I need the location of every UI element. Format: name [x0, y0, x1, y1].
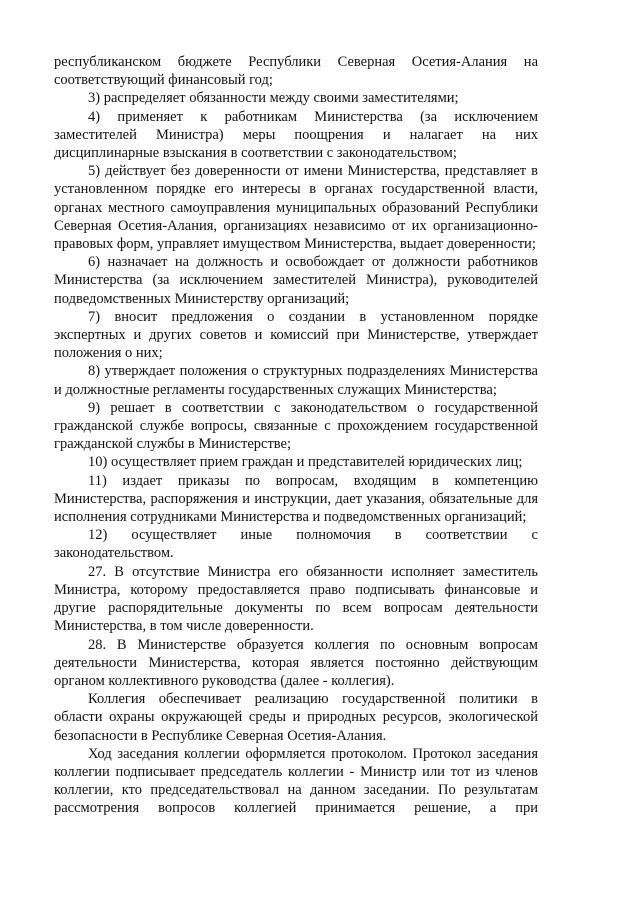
paragraph: 8) утверждает положения о структурных подразделениях Министерства и должностные регламенты государственных служащих Министерства; [54, 363, 538, 398]
paragraph: Коллегия обеспечивает реализацию государственной политики в области охраны окружающей среды и природных ресурсов, экологической безопасности в Республике Северная Осетия-Алания. [54, 691, 538, 744]
paragraph: 11) издает приказы по вопросам, входящим в компетенцию Министерства, распоряжения и инструкции, дает указания, обязательные для исполнения сотрудниками Министерства и подведомственных организаций; [54, 472, 538, 526]
paragraph: 12) осуществляет иные полномочия в соответствии с законодательством. [54, 527, 538, 562]
paragraph: 28. В Министерстве образуется коллегия по основным вопросам деятельности Министерства, которая является постоянно действующим органом коллективного руководства (далее - коллегия). [54, 636, 538, 689]
paragraph: Ход заседания коллегии оформляется протоколом. Протокол заседания коллегии подписывает председатель коллегии - Министр или тот из членов коллегии, кто председательствовал на данном заседании. По результатам рассмотрения вопросов коллегией принимается решение, а при [54, 745, 538, 817]
paragraph: республиканском бюджете Республики Северная Осетия-Алания на соответствующий финансовый год; [54, 54, 538, 89]
document-page [54, 53, 538, 818]
paragraph: 5) действует без доверенности от имени Министерства, представляет в установленном порядке его интересы в органах государственной власти, органах местного самоуправления муниципальных образований Республики Северная Осетия-Алания, организациях независимо от их организационно-правовых форм, управляет имуществом Министерства, выдает доверенности; [54, 163, 538, 253]
paragraph: 10) осуществляет прием граждан и представителей юридических лиц; [88, 454, 523, 471]
paragraph: 9) решает в соответствии с законодательством о государственной гражданской службе вопросы, связанные с прохождением государственной гражданской службы в Министерстве; [54, 399, 538, 453]
paragraph: 6) назначает на должность и освобождает от должности работников Министерства (за исключением заместителей Министра), руководителей подведомственных Министерству организаций; [54, 254, 538, 307]
paragraph: 3) распределяет обязанности между своими заместителями; [88, 90, 459, 107]
paragraph: 27. В отсутствие Министра его обязанности исполняет заместитель Министра, которому предоставляется право подписывать финансовые и другие распорядительные документы по всем вопросам деятельности Министерства, в том числе доверенности. [54, 563, 538, 635]
paragraph: 7) вносит предложения о создании в установленном порядке экспертных и других советов и комиссий при Министерстве, утверждает положения о них; [54, 308, 538, 362]
paragraph: 4) применяет к работникам Министерства (за исключением заместителей Министра) меры поощрения и налагает на них дисциплинарные взыскания в соответствии с законодательством; [54, 108, 538, 162]
